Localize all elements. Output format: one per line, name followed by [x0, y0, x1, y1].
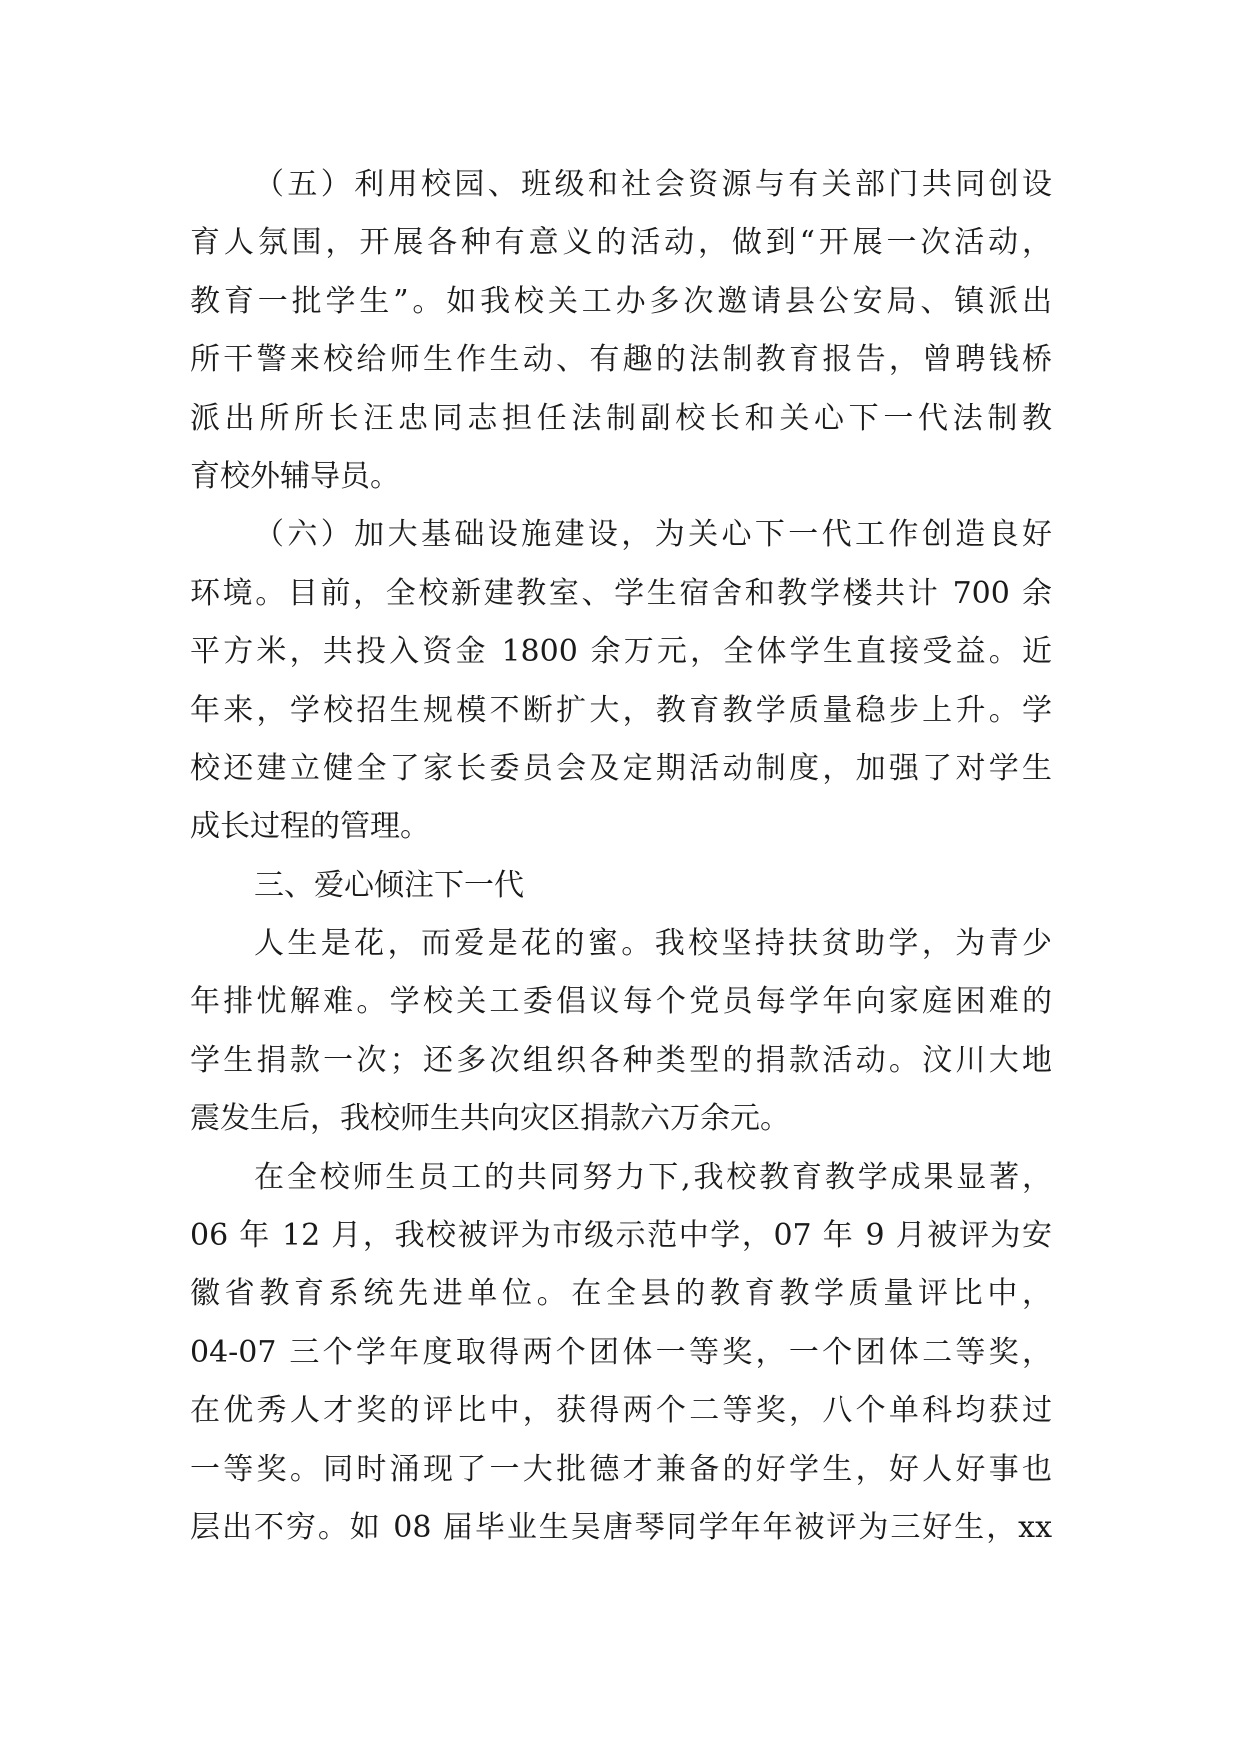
- text-line: 校还建立健全了家长委员会及定期活动制度，加强了对学生: [190, 750, 1052, 786]
- text-line: 徽省教育系统先进单位。在全县的教育教学质量评比中，: [190, 1276, 1052, 1312]
- text-line: 学生捐款一次；还多次组织各种类型的捐款活动。汶川大地: [190, 1042, 1052, 1078]
- text-line: 成长过程的管理。: [190, 809, 430, 845]
- text-line: 所干警来校给师生作生动、有趣的法制教育报告，曾聘钱桥: [190, 342, 1052, 378]
- text-line: （六）加大基础设施建设，为关心下一代工作创造良好: [254, 517, 1052, 553]
- text-line: 教育一批学生”。如我校关工办多次邀请县公安局、镇派出: [190, 283, 1052, 319]
- text-line: 育校外辅导员。: [190, 458, 400, 494]
- text-line: 层出不穷。如 08 届毕业生吴唐琴同学年年被评为三好生，xx: [190, 1509, 1052, 1545]
- text-line: 震发生后，我校师生共向灾区捐款六万余元。: [190, 1101, 790, 1137]
- text-line: 04-07 三个学年度取得两个团体一等奖，一个团体二等奖，: [190, 1334, 1052, 1370]
- text-line: 环境。目前，全校新建教室、学生宿舍和教学楼共计 700 余: [190, 575, 1052, 611]
- text-line: 三、爱心倾注下一代: [254, 867, 524, 903]
- document-body: [190, 156, 1052, 1557]
- text-line: 派出所所长汪忠同志担任法制副校长和关心下一代法制教: [190, 400, 1052, 436]
- text-line: 一等奖。同时涌现了一大批德才兼备的好学生，好人好事也: [190, 1451, 1052, 1487]
- text-line: 人生是花，而爱是花的蜜。我校坚持扶贫助学，为青少: [254, 926, 1052, 962]
- text-line: 06 年 12 月，我校被评为市级示范中学，07 年 9 月被评为安: [190, 1218, 1052, 1254]
- text-line: 年来，学校招生规模不断扩大，教育教学质量稳步上升。学: [190, 692, 1052, 728]
- text-line: 在优秀人才奖的评比中，获得两个二等奖，八个单科均获过: [190, 1393, 1052, 1429]
- text-line: 年排忧解难。学校关工委倡议每个党员每学年向家庭困难的: [190, 984, 1052, 1020]
- text-line: （五）利用校园、班级和社会资源与有关部门共同创设: [254, 167, 1052, 202]
- text-line: 育人氛围，开展各种有意义的活动，做到“开展一次活动，: [190, 225, 1052, 261]
- text-line: 平方米，共投入资金 1800 余万元，全体学生直接受益。近: [190, 634, 1052, 670]
- text-line: 在全校师生员工的共同努力下,我校教育教学成果显著，: [254, 1159, 1052, 1195]
